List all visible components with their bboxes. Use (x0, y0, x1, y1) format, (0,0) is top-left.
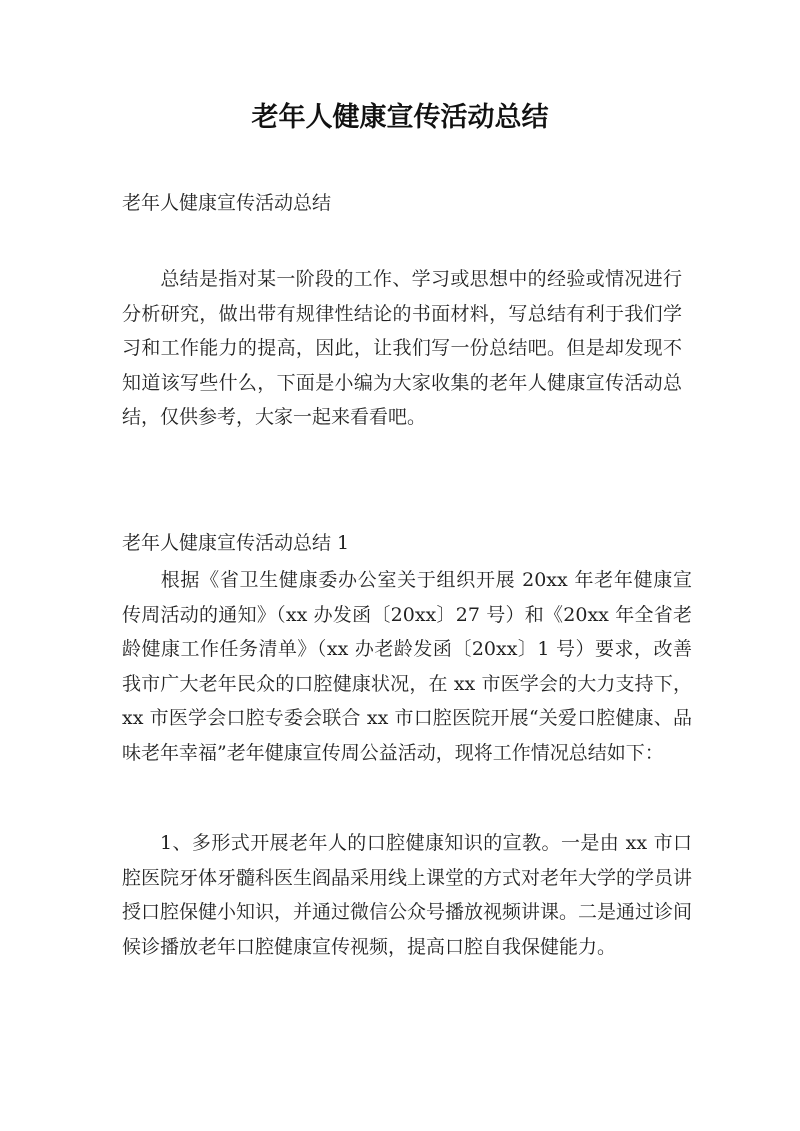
section-paragraph-2-text: 1、多形式开展老年人的口腔健康知识的宣教。一是由 xx 市口腔医院牙体牙髓科医生阎晶采用线上课堂的方式对老年大学的学员讲授口腔保健小知识，并通过微信公众号播放视频讲课。二是通过诊间候诊播放老年口腔健康宣传视频，提高口腔自我保健能力。 (122, 832, 693, 958)
section-paragraph-1 (122, 563, 692, 770)
section-paragraph-1-text: 根据《省卫生健康委办公室关于组织开展 20xx 年老年健康宣传周活动的通知》（xx 办发函〔20xx〕27 号）和《20xx 年全省老龄健康工作任务清单》（xx 办老龄发函〔20xx〕1 号）要求，改善我市广大老年民众的口腔健康状况，在 xx 市医学会的大力支持下，xx 市医学会口腔专委会联合 xx 市口腔医院开展“关爱口腔健康、品味老年幸福”老年健康宣传周公益活动，现将工作情况总结如下： (122, 569, 692, 764)
document-title: 老年人健康宣传活动总结 (251, 102, 549, 133)
section-heading: 老年人健康宣传活动总结 1 (122, 532, 350, 554)
section-paragraph-2 (122, 826, 692, 964)
intro-paragraph (122, 262, 682, 435)
document-subtitle: 老年人健康宣传活动总结 (122, 192, 332, 214)
intro-text: 总结是指对某一阶段的工作、学习或思想中的经验或情况进行分析研究，做出带有规律性结论的书面材料，写总结有利于我们学习和工作能力的提高，因此，让我们写一份总结吧。但是却发现不知道该写些什么，下面是小编为大家收集的老年人健康宣传活动总结，仅供参考，大家一起来看看吧。 (122, 268, 682, 428)
